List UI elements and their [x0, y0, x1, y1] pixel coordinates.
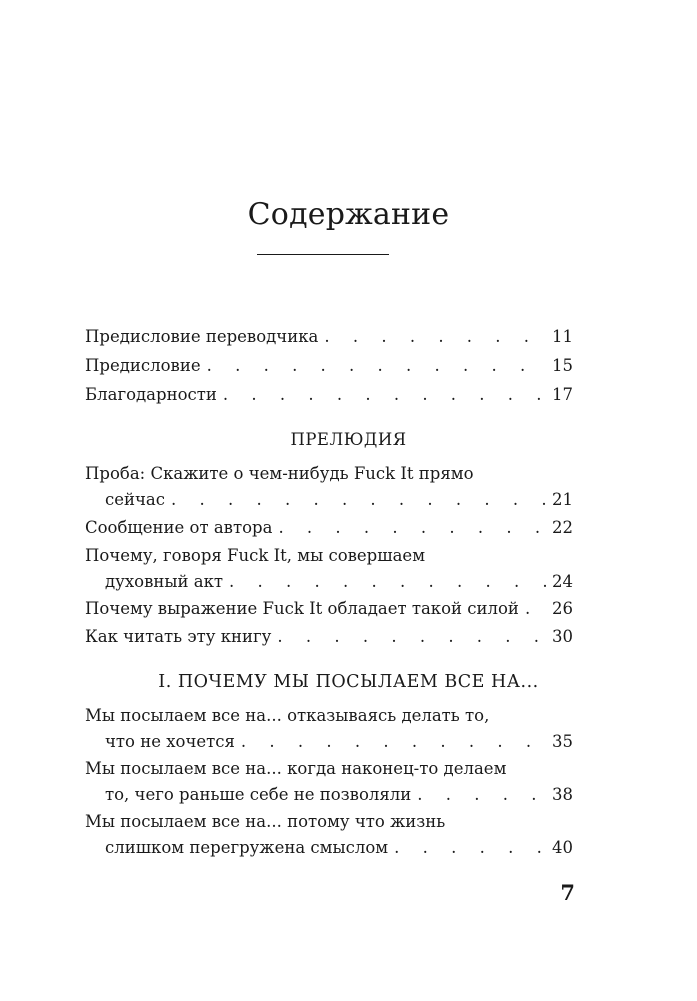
toc-entry[interactable]: [85, 517, 573, 539]
leader-dots: [277, 626, 546, 648]
leader-dots: [171, 489, 546, 511]
toc-entry[interactable]: [85, 598, 573, 620]
toc-entry-page: 15: [552, 356, 573, 375]
toc-entry-page: 17: [552, 385, 573, 404]
toc-entry-title: Благодарности: [85, 385, 217, 404]
leader-dots: [207, 355, 546, 377]
toc-entry-title-line2: сейчас: [105, 490, 165, 509]
toc-entry-title: Почему выражение Fuck It обладает такой силой: [85, 599, 519, 618]
toc-entry-title-line2: слишком перегружена смыслом: [105, 838, 389, 857]
leader-dots: [324, 326, 546, 348]
toc-entry-page: 26: [552, 599, 573, 618]
toc-entry[interactable]: [105, 784, 573, 806]
toc-entry[interactable]: [85, 626, 573, 648]
section-heading-part1: I. ПОЧЕМУ МЫ ПОСЫЛАЕМ ВСЕ НА...: [158, 672, 539, 692]
toc-entry-title-line1[interactable]: Мы посылаем все на... когда наконец-то делаем: [85, 759, 507, 778]
toc-entry-title-line1[interactable]: Почему, говоря Fuck It, мы совершаем: [85, 546, 426, 565]
toc-entry[interactable]: [105, 489, 573, 511]
leader-dots: [417, 784, 546, 806]
toc-entry-title-line1[interactable]: Мы посылаем все на... потому что жизнь: [85, 812, 446, 831]
toc-entry-title-line2: то, чего раньше себе не позволяли: [105, 785, 412, 804]
toc-entry-page: 11: [552, 327, 573, 346]
page-title: Содержание: [247, 197, 450, 232]
toc-entry-title: Предисловие: [85, 356, 201, 375]
toc-entry-page: 40: [552, 838, 573, 857]
leader-dots: [525, 598, 546, 620]
toc-entry[interactable]: [105, 571, 573, 593]
toc-entry-title: Сообщение от автора: [85, 518, 273, 537]
leader-dots: [394, 837, 546, 859]
toc-entry-page: 35: [552, 732, 573, 751]
toc-entry[interactable]: [85, 326, 573, 348]
leader-dots: [278, 517, 546, 539]
section-heading-prelude: ПРЕЛЮДИЯ: [290, 430, 407, 449]
toc-entry-page: 21: [552, 490, 573, 509]
leader-dots: [223, 384, 546, 406]
toc-entry[interactable]: [105, 731, 573, 753]
toc-entry-title-line1[interactable]: Проба: Скажите о чем-нибудь Fuck It прямо: [85, 464, 474, 483]
toc-entry[interactable]: [85, 384, 573, 406]
toc-entry-page: 38: [552, 785, 573, 804]
leader-dots: [229, 571, 546, 593]
leader-dots: [241, 731, 546, 753]
toc-entry-page: 22: [552, 518, 573, 537]
toc-entry[interactable]: [85, 355, 573, 377]
toc-entry[interactable]: [105, 837, 573, 859]
toc-entry-title-line2: духовный акт: [105, 572, 224, 591]
toc-entry-page: 24: [552, 572, 573, 591]
page-number: 7: [560, 880, 575, 905]
toc-entry-title: Предисловие переводчика: [85, 327, 319, 346]
toc-entry-page: 30: [552, 627, 573, 646]
toc-entry-title-line1[interactable]: Мы посылаем все на... отказываясь делать то,: [85, 706, 490, 725]
toc-entry-title-line2: что не хочется: [105, 732, 235, 751]
toc-entry-title: Как читать эту книгу: [85, 627, 272, 646]
